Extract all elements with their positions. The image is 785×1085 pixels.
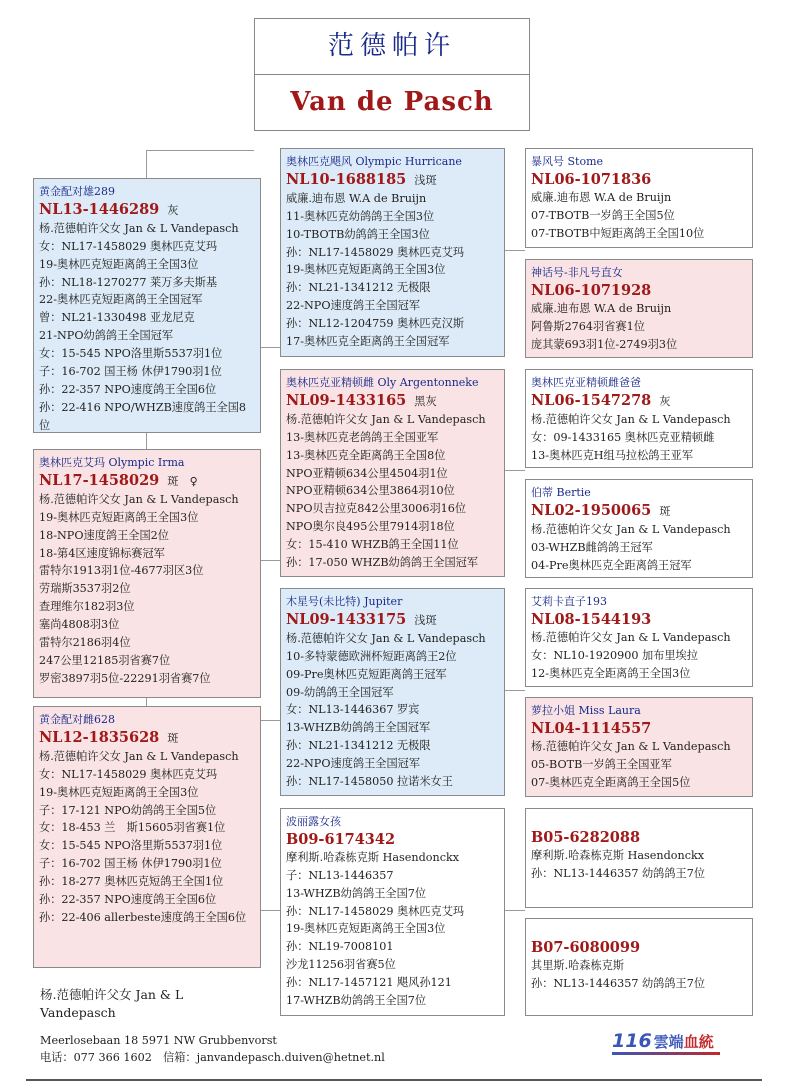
detail-line: 塞尚4808羽3位	[39, 618, 120, 632]
pedigree-card-ggd-2	[525, 479, 753, 578]
detail-line: 威廉.迪布恩 W.A de Bruijn	[531, 190, 672, 204]
pigeon-color: 浅斑	[414, 173, 437, 187]
ring-number: NL09-1433165 黑灰	[286, 391, 437, 409]
pigeon-name: 黄金配对雄289	[39, 185, 115, 198]
detail-line: 雷特尔1913羽1位-4677羽区3位	[39, 564, 204, 578]
detail-line: NPO奥尔良495公里7914羽18位	[286, 520, 455, 534]
ring-number: B09-6174342	[286, 830, 396, 848]
connector-line	[505, 910, 525, 911]
detail-line: 孙：NL12-1204759 奥林匹克汉斯	[286, 317, 465, 331]
ring-number: NL06-1547278 灰	[531, 391, 671, 409]
detail-line: 摩利斯.哈森栋克斯 Hasendonckx	[531, 848, 705, 862]
bottom-rule	[26, 1079, 762, 1081]
pedigree-card-ggd-3	[525, 697, 753, 797]
detail-line: 子：NL13-1446357	[286, 868, 394, 882]
detail-line: 庞其蒙693羽1位-2749羽3位	[531, 337, 678, 351]
pedigree-card-sire	[33, 178, 261, 433]
detail-line: 13-WHZB幼鸽鸽王全国7位	[286, 886, 427, 900]
detail-line: 孙：NL17-1458029 奥林匹克艾玛	[286, 904, 465, 918]
pigeon-name: 黄金配对雌628	[39, 713, 115, 726]
detail-line: 威廉.迪布恩 W.A de Bruijn	[531, 301, 672, 315]
detail-line: 孙：NL21-1341212 无极限	[286, 739, 431, 753]
detail-line: 07-TBOTB中短距离鸽王全国10位	[531, 226, 705, 240]
ring-number: NL06-1071928	[531, 281, 652, 299]
detail-line: 劳瑞斯3537羽2位	[39, 582, 131, 596]
pigeon-name: 奥林匹克亚精顿雌爸爸	[531, 376, 641, 389]
detail-line: 孙：22-357 NPO速度鸽王全国6位	[39, 893, 217, 907]
detail-line: 17-奥林匹克全距离鸽王全国冠军	[286, 335, 450, 349]
detail-line: 女：18-453 兰 斯15605羽省赛1位	[39, 821, 226, 835]
pedigree-card-ggs-4	[525, 808, 753, 908]
detail-line: 雷特尔2186羽4位	[39, 636, 131, 650]
detail-line: 07-奥林匹克全距离鸽王全国5位	[531, 775, 691, 789]
detail-line: 22-NPO速度鸽王全国冠军	[286, 757, 421, 771]
pigeon-name: 伯蒂 Bertie	[531, 486, 591, 499]
contact-block	[40, 1032, 385, 1066]
connector-line	[146, 432, 147, 449]
detail-line: 19-奥林匹克短距离鸽王全国3位	[286, 922, 446, 936]
ring-number: NL10-1688185 浅斑	[286, 170, 437, 188]
ring-number: NL06-1071836	[531, 170, 652, 188]
detail-line: 女：09-1433165 奥林匹克亚精顿雌	[531, 430, 715, 444]
detail-line: 阿鲁斯2764羽省赛1位	[531, 319, 645, 333]
detail-line: 孙：NL13-1446357 幼鸽鸽王7位	[531, 866, 706, 880]
detail-line: 杨.范德帕许父女 Jan & L Vandepasch	[39, 749, 239, 763]
ring-number: B05-6282088	[531, 829, 641, 846]
pedigree-card-granddam-dam	[280, 808, 505, 1016]
detail-line: 13-奥林匹克H组马拉松鸽王亚军	[531, 448, 694, 462]
detail-line: 杨.范德帕许父女 Jan & L Vandepasch	[531, 630, 731, 644]
detail-line: 女：NL17-1458029 奥林匹克艾玛	[39, 239, 218, 253]
detail-line: 女：15-545 NPO洛里斯5537羽1位	[39, 347, 223, 361]
logo-number: 116	[612, 1030, 652, 1052]
ring-number: B07-6080099	[531, 939, 641, 956]
detail-line: 孙：17-050 WHZB幼鸽鸽王全国冠军	[286, 556, 479, 570]
connector-line	[505, 470, 525, 471]
detail-line: 女：NL10-1920900 加布里埃拉	[531, 648, 698, 662]
ring-number: NL17-1458029 斑 ♀	[39, 471, 198, 489]
ring-number: NL09-1433175 浅斑	[286, 610, 437, 628]
detail-line: 女：15-410 WHZB鸽王全国11位	[286, 538, 459, 552]
connector-line	[505, 250, 525, 251]
detail-line: 09-Pre奥林匹克短距离鸽王冠军	[286, 667, 447, 681]
detail-line: 女：15-545 NPO洛里斯5537羽1位	[39, 839, 223, 853]
connector-line	[260, 347, 280, 348]
detail-line: 07-TBOTB一岁鸽王全国5位	[531, 208, 675, 222]
title-english: Van de Pasch	[290, 87, 494, 117]
connector-line	[146, 698, 147, 706]
pigeon-name: 木星号(未比特) Jupiter	[286, 595, 403, 608]
detail-line: 13-奥林匹克全距离鸽王全国8位	[286, 448, 446, 462]
pigeon-name: 波丽露女孩	[286, 815, 341, 828]
logo-text: 雲端血統	[653, 1033, 714, 1051]
detail-line: 09-幼鸽鸽王全国冠军	[286, 685, 394, 699]
detail-line: 22-NPO速度鸽王全国冠军	[286, 299, 421, 313]
detail-line: 杨.范德帕许父女 Jan & L Vandepasch	[39, 492, 239, 506]
detail-line: 孙：22-416 NPO/WHZB速度鸽王全国8位	[39, 400, 247, 432]
detail-line: 女：NL17-1458029 奥林匹克艾玛	[39, 767, 218, 781]
pigeon-name: 萝拉小姐 Miss Laura	[531, 704, 641, 717]
detail-line: 子：16-702 国王杨 休伊1790羽1位	[39, 365, 222, 379]
detail-line: 19-奥林匹克短距离鸽王全国3位	[39, 257, 199, 271]
pigeon-name: 奥林匹克飓风 Olympic Hurricane	[286, 155, 462, 168]
pedigree-card-ggs-2	[525, 369, 753, 468]
pedigree-card-ggd-4	[525, 918, 753, 1016]
title-box	[254, 18, 530, 131]
detail-line: 11-奥林匹克幼鸽鸽王全国3位	[286, 209, 435, 223]
detail-line: 22-奥林匹克短距离鸽王全国冠军	[39, 293, 203, 307]
detail-line: 04-Pre奥林匹克全距离鸽王冠军	[531, 558, 692, 572]
pigeon-color: 斑 ♀	[167, 474, 198, 488]
detail-line: 子：17-121 NPO幼鸽鸽王全国5位	[39, 803, 217, 817]
detail-line: 03-WHZB雌鸽鸽王冠军	[531, 540, 653, 554]
detail-line: 曾：NL21-1330498 亚龙尼克	[39, 311, 195, 325]
detail-line: 孙：NL19-7008101	[286, 940, 394, 954]
detail-line: 19-奥林匹克短距离鸽王全国3位	[286, 263, 446, 277]
connector-line	[260, 720, 280, 721]
detail-line: 女：NL13-1446367 罗宾	[286, 703, 420, 717]
title-chinese: 范德帕许	[255, 19, 529, 75]
detail-line: 其里斯.哈森栋克斯	[531, 958, 625, 972]
pigeon-name: 奥林匹克艾玛 Olympic Irma	[39, 456, 185, 469]
pedigree-card-ggs-1	[525, 148, 753, 248]
pedigree-card-grandsire-dam	[280, 588, 505, 796]
detail-line: 孙：NL17-1457121 飓风孙121	[286, 976, 452, 990]
detail-line: NPO贝吉拉克842公里3006羽16位	[286, 502, 467, 516]
connector-line	[260, 560, 280, 561]
pigeon-name: 暴风号 Stome	[531, 155, 604, 168]
detail-line: 子：16-702 国王杨 休伊1790羽1位	[39, 857, 222, 871]
detail-line: 孙：NL21-1341212 无极限	[286, 281, 431, 295]
pedigree-card-ggd-1	[525, 259, 753, 358]
pigeon-name: 艾莉卡直子193	[531, 595, 607, 608]
detail-line: 沙龙11256羽省赛5位	[286, 958, 396, 972]
detail-line: 杨.范德帕许父女 Jan & L Vandepasch	[286, 631, 486, 645]
pigeon-color: 浅斑	[414, 613, 437, 627]
detail-line: 19-奥林匹克短距离鸽王全国3位	[39, 785, 199, 799]
detail-line: 18-第4区速度锦标赛冠军	[39, 546, 165, 560]
address-line: Meerlosebaan 18 5971 NW Grubbenvorst	[40, 1034, 277, 1047]
pigeon-color: 斑	[659, 504, 671, 518]
owner-name: 杨.范德帕许父女 Jan & L Vandepasch	[40, 987, 184, 1020]
detail-line: 查理维尔182羽3位	[39, 600, 135, 614]
detail-line: 摩利斯.哈森栋克斯 Hasendonckx	[286, 850, 460, 864]
connector-line	[146, 150, 147, 179]
detail-line: 13-WHZB幼鸽鸽王全国冠军	[286, 721, 431, 735]
pigeon-color: 灰	[659, 394, 671, 408]
ring-number: NL13-1446289 灰	[39, 200, 179, 218]
pedigree-card-grandsire-sire	[280, 148, 505, 357]
detail-line: 05-BOTB一岁鸽王全国亚军	[531, 757, 672, 771]
detail-line: NPO亚精顿634公里3864羽10位	[286, 484, 455, 498]
pigeon-name: 奥林匹克亚精顿雌 Oly Argentonneke	[286, 376, 479, 389]
pigeon-color: 黑灰	[414, 394, 437, 408]
connector-line	[505, 690, 525, 691]
detail-line: 10-TBOTB幼鸽鸽王全国3位	[286, 227, 430, 241]
connector-line	[260, 910, 280, 911]
ring-number: NL02-1950065 斑	[531, 501, 671, 519]
detail-line: 19-奥林匹克短距离鸽王全国3位	[39, 510, 199, 524]
detail-line: 杨.范德帕许父女 Jan & L Vandepasch	[286, 412, 486, 426]
detail-line: 247公里12185羽省赛7位	[39, 653, 171, 667]
detail-line: 杨.范德帕许父女 Jan & L Vandepasch	[531, 412, 731, 426]
detail-line: 孙：NL17-1458050 拉诺米女王	[286, 775, 453, 789]
brand-logo	[612, 1030, 722, 1056]
ring-number: NL04-1114557	[531, 719, 652, 737]
detail-line: 17-WHZB幼鸽鸽王全国7位	[286, 994, 427, 1008]
ring-number: NL12-1835628 斑	[39, 728, 179, 746]
detail-line: 孙：NL13-1446357 幼鸽鸽王7位	[531, 976, 706, 990]
detail-line: 孙：22-406 allerbeste速度鸽王全国6位	[39, 910, 247, 924]
detail-line: 孙：22-357 NPO速度鸽王全国6位	[39, 382, 217, 396]
detail-line: 罗密3897羽5位-22291羽省赛7位	[39, 671, 211, 685]
detail-line: 18-NPO速度鸽王全国2位	[39, 528, 169, 542]
ring-number: NL08-1544193	[531, 610, 652, 628]
detail-line: 10-多特蒙德欧洲杯短距离鸽王2位	[286, 649, 457, 663]
pigeon-color: 斑	[167, 731, 179, 745]
pedigree-card-ggs-3	[525, 588, 753, 687]
pedigree-card-granddam-sire	[280, 369, 505, 577]
pedigree-card-dam	[33, 706, 261, 968]
pigeon-color: 灰	[167, 203, 179, 217]
pigeon-name: 神话号-非凡号直女	[531, 266, 623, 279]
detail-line: 孙：18-277 奥林匹克短鸽王全国1位	[39, 875, 224, 889]
detail-line: 杨.范德帕许父女 Jan & L Vandepasch	[531, 522, 731, 536]
contact-line: 电话：077 366 1602 信箱：janvandepasch.duiven@hetnet.nl	[40, 1051, 385, 1064]
detail-line: 杨.范德帕许父女 Jan & L Vandepasch	[531, 739, 731, 753]
detail-line: 威廉.迪布恩 W.A de Bruijn	[286, 191, 427, 205]
detail-line: 21-NPO幼鸽鸽王全国冠军	[39, 329, 174, 343]
detail-line: 孙：NL17-1458029 奥林匹克艾玛	[286, 245, 465, 259]
detail-line: 12-奥林匹克全距离鸽王全国3位	[531, 666, 691, 680]
pedigree-card-subject	[33, 449, 261, 698]
connector-line	[146, 150, 254, 151]
detail-line: NPO亚精顿634公里4504羽1位	[286, 466, 448, 480]
logo-underline	[612, 1052, 720, 1055]
detail-line: 孙：NL18-1270277 莱万多夫斯基	[39, 275, 218, 289]
detail-line: 杨.范德帕许父女 Jan & L Vandepasch	[39, 221, 239, 235]
detail-line: 13-奥林匹克老鸽鸽王全国亚军	[286, 430, 439, 444]
